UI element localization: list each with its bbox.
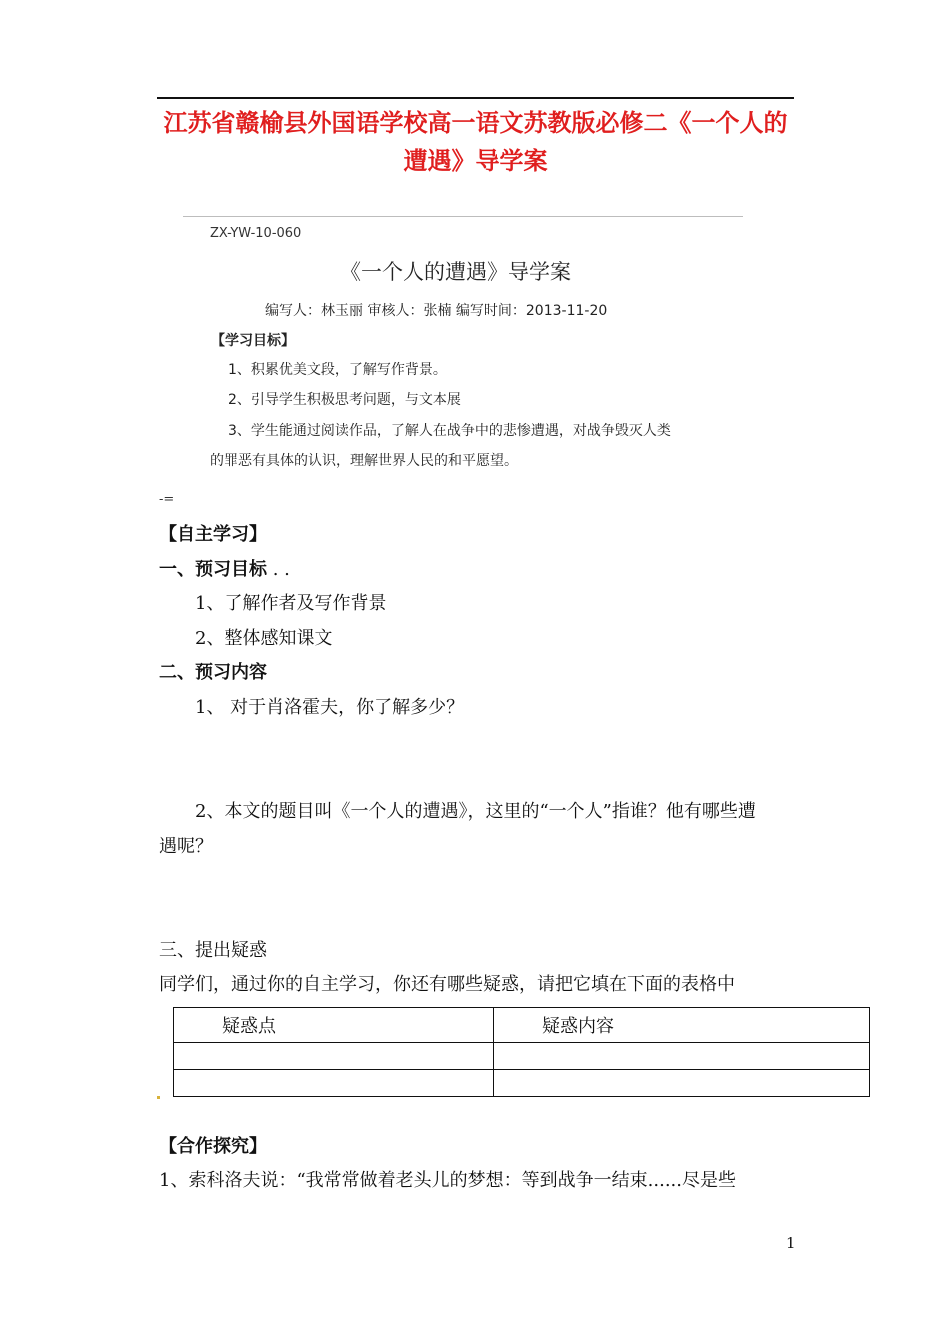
question-2-line-1: 2、本文的题目叫《一个人的遭遇》，这里的“一个人”指谁？他有哪些遭	[195, 801, 756, 822]
self-study-heading: 【自主学习】	[159, 524, 267, 545]
coop-heading: 【合作探究】	[159, 1136, 267, 1157]
header-doubt-content: 疑惑内容	[494, 1008, 870, 1043]
coop-line-1: 1、索科洛夫说：“我常常做着老头儿的梦想：等到战争一结束......尽是些	[159, 1170, 736, 1191]
scan-title: 《一个人的遭遇》导学案	[340, 260, 571, 284]
stray-mark: -=	[159, 492, 175, 507]
top-rule	[157, 97, 794, 99]
table-row	[174, 1070, 870, 1097]
objectives-heading: 【学习目标】	[211, 333, 295, 349]
objective-1: 1、积累优美文段，了解写作背景。	[228, 362, 447, 378]
objective-3: 3、学生能通过阅读作品，了解人在战争中的悲惨遭遇，对战争毁灭人类	[228, 423, 671, 439]
authors-line: 编写人：林玉丽 审核人：张楠 编写时间：2013-11-20	[265, 303, 608, 319]
table-cell[interactable]	[494, 1070, 870, 1097]
doubts-table	[173, 1007, 870, 1097]
doubts-intro: 同学们，通过你的自主学习，你还有哪些疑惑，请把它填在下面的表格中	[159, 974, 735, 995]
document-title: 江苏省赣榆县外国语学校高一语文苏教版必修二《一个人的遭遇》导学案	[163, 108, 788, 175]
objective-2: 2、引导学生积极思考问题，与文本展	[228, 392, 461, 408]
header-doubt-point: 疑惑点	[174, 1008, 494, 1043]
table-cell[interactable]	[174, 1043, 494, 1070]
objective-3-continued: 的罪恶有具体的认识，理解世界人民的和平愿望。	[210, 453, 518, 469]
table-row	[174, 1043, 870, 1070]
page-number: 1	[786, 1234, 796, 1252]
table-header-row	[174, 1008, 870, 1043]
goal-1: 1、了解作者及写作背景	[195, 593, 387, 614]
stray-dot	[157, 1096, 160, 1099]
doc-code: ZX-YW-10-060	[210, 226, 302, 241]
doubts-heading: 三、提出疑惑	[159, 940, 267, 961]
preview-content-heading: 二、预习内容	[159, 662, 267, 683]
preview-goals-heading: 一、预习目标 . .	[159, 559, 290, 580]
goal-2: 2、整体感知课文	[195, 628, 333, 649]
table-cell[interactable]	[174, 1070, 494, 1097]
question-1: 1、 对于肖洛霍夫，你了解多少？	[195, 697, 465, 718]
question-2-line-2: 遇呢？	[159, 836, 213, 857]
table-cell[interactable]	[494, 1043, 870, 1070]
scan-top-rule	[183, 216, 743, 217]
